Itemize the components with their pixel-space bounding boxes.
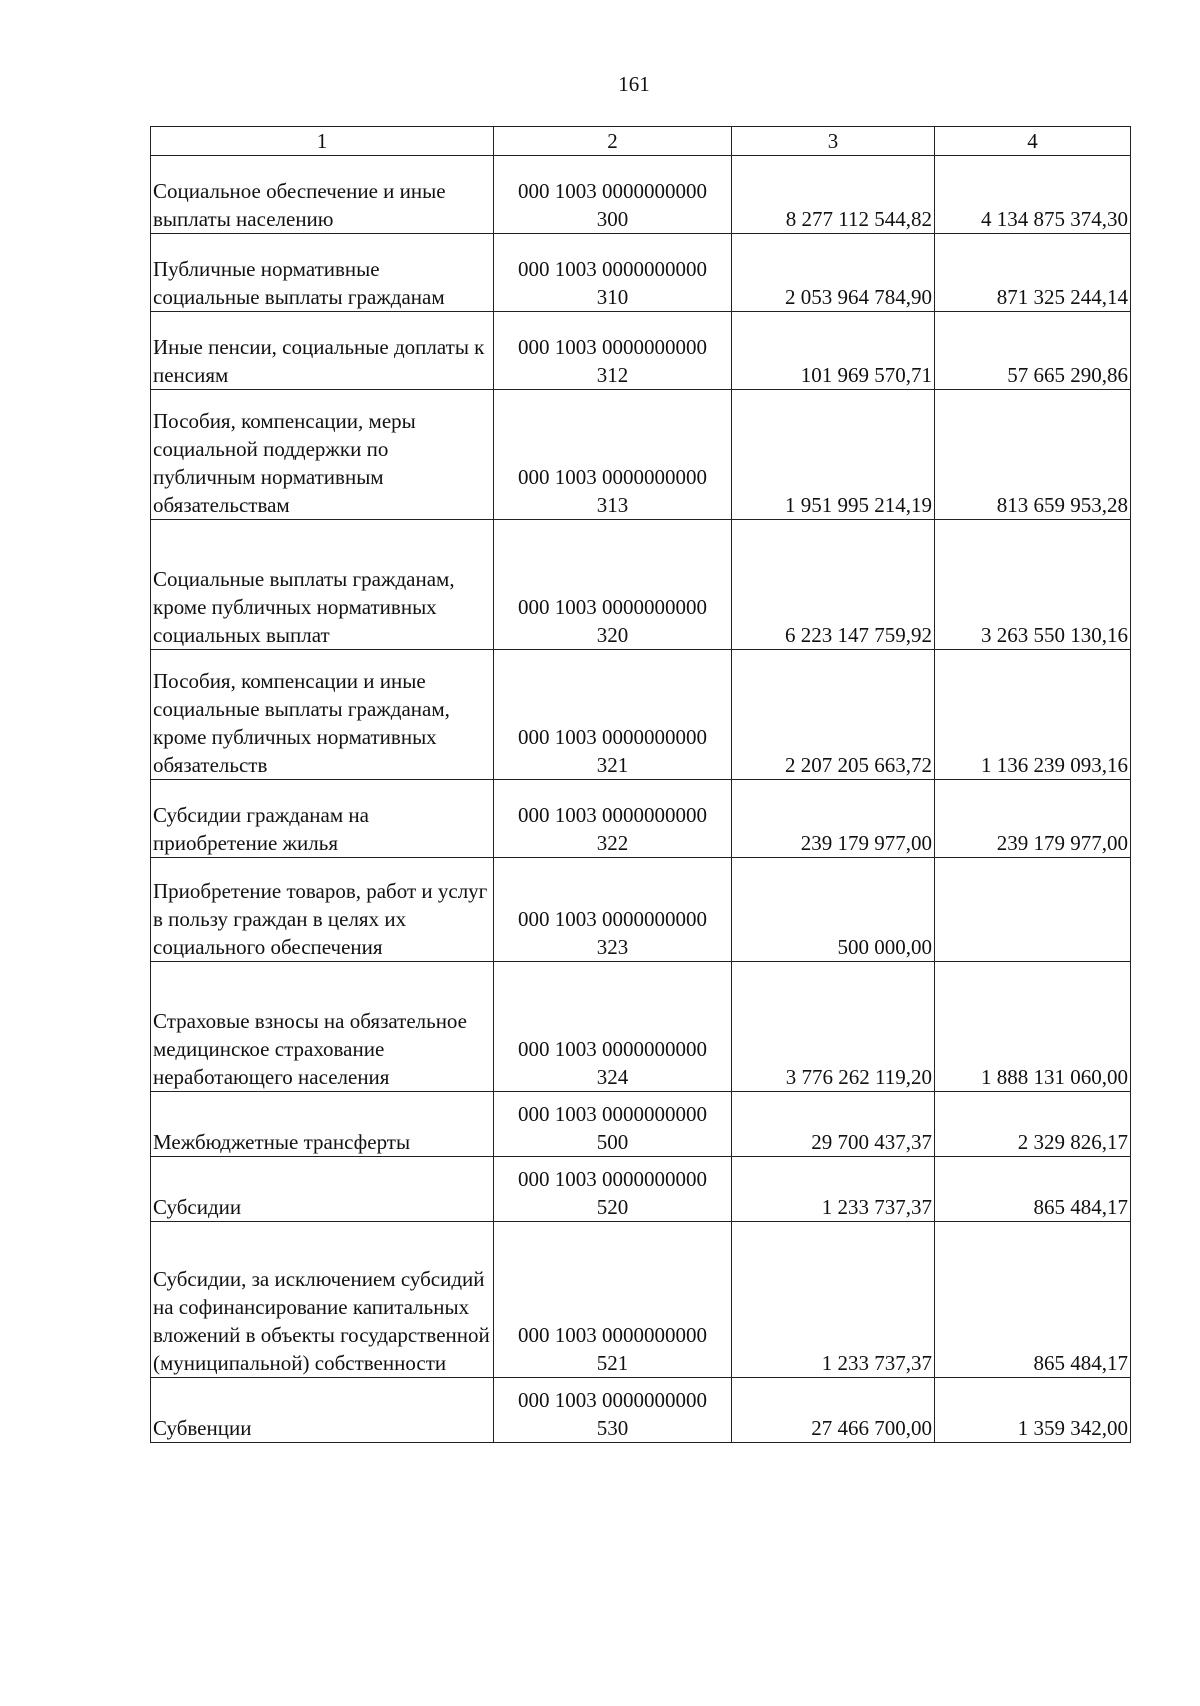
- row-code-line-2: 521: [596, 1351, 629, 1375]
- row-name-cell: Социальное обеспечение и иные выплаты населению: [151, 156, 494, 234]
- row-col4-cell: 4 134 875 374,30: [935, 156, 1131, 234]
- row-col4-cell: 1 359 342,00: [935, 1378, 1131, 1443]
- row-name-cell: Субсидии, за исключением субсидий на софинансирование капитальных вложений в объекты государственной (муниципальной) собственности: [151, 1222, 494, 1378]
- table-row: [151, 1092, 1131, 1157]
- row-code-cell: [494, 234, 732, 312]
- row-name-cell: Пособия, компенсации и иные социальные выплаты гражданам, кроме публичных нормативных обязательств: [151, 650, 494, 780]
- table-row: [151, 780, 1131, 858]
- row-code-line-2: 520: [596, 1195, 629, 1219]
- row-name-cell: Публичные нормативные социальные выплаты гражданам: [151, 234, 494, 312]
- row-code-line-2: 312: [596, 363, 629, 387]
- row-code-line-1: 000 1003 0000000000: [518, 179, 707, 203]
- table-row: [151, 1157, 1131, 1222]
- row-name-cell: Страховые взносы на обязательное медицинское страхование неработающего населения: [151, 962, 494, 1092]
- table-row: [151, 1378, 1131, 1443]
- row-code-line-1: 000 1003 0000000000: [518, 907, 707, 931]
- row-col4-cell: 865 484,17: [935, 1157, 1131, 1222]
- header-col-3: 3: [732, 127, 935, 156]
- row-col4-cell: 813 659 953,28: [935, 390, 1131, 520]
- row-code-cell: [494, 312, 732, 390]
- row-col3-cell: 2 207 205 663,72: [732, 650, 935, 780]
- table-row: [151, 962, 1131, 1092]
- row-code-cell: [494, 520, 732, 650]
- table-row: [151, 858, 1131, 962]
- table-row: [151, 390, 1131, 520]
- table-row: [151, 312, 1131, 390]
- row-code-cell: [494, 390, 732, 520]
- row-col4-cell: [935, 858, 1131, 962]
- row-col3-cell: 101 969 570,71: [732, 312, 935, 390]
- row-code-line-1: 000 1003 0000000000: [518, 1167, 707, 1191]
- table-body: [151, 156, 1131, 1443]
- row-name-cell: Субсидии гражданам на приобретение жилья: [151, 780, 494, 858]
- row-code-line-2: 320: [596, 623, 629, 647]
- row-code-line-1: 000 1003 0000000000: [518, 257, 707, 281]
- row-col4-cell: 57 665 290,86: [935, 312, 1131, 390]
- row-col3-cell: 1 233 737,37: [732, 1157, 935, 1222]
- row-code-line-2: 313: [596, 493, 629, 517]
- row-code-cell: [494, 1378, 732, 1443]
- row-code-line-2: 324: [596, 1065, 629, 1089]
- row-col3-cell: 500 000,00: [732, 858, 935, 962]
- row-code-cell: [494, 156, 732, 234]
- row-col4-cell: 3 263 550 130,16: [935, 520, 1131, 650]
- row-code-line-2: 300: [596, 207, 629, 231]
- row-code-cell: [494, 780, 732, 858]
- row-col3-cell: 239 179 977,00: [732, 780, 935, 858]
- row-name-cell: Субвенции: [151, 1378, 494, 1443]
- row-code-line-1: 000 1003 0000000000: [518, 725, 707, 749]
- row-name-cell: Социальные выплаты гражданам, кроме публичных нормативных социальных выплат: [151, 520, 494, 650]
- row-code-line-1: 000 1003 0000000000: [518, 1323, 707, 1347]
- row-col3-cell: 8 277 112 544,82: [732, 156, 935, 234]
- row-name-cell: Приобретение товаров, работ и услуг в пользу граждан в целях их социального обеспечения: [151, 858, 494, 962]
- row-col4-cell: 239 179 977,00: [935, 780, 1131, 858]
- row-code-cell: [494, 1157, 732, 1222]
- budget-table-container: [150, 126, 1130, 1443]
- table-row: [151, 650, 1131, 780]
- row-name-cell: Иные пенсии, социальные доплаты к пенсиям: [151, 312, 494, 390]
- table-row: [151, 520, 1131, 650]
- page-number: 161: [618, 72, 650, 96]
- row-col3-cell: 1 233 737,37: [732, 1222, 935, 1378]
- row-col4-cell: 865 484,17: [935, 1222, 1131, 1378]
- row-code-line-1: 000 1003 0000000000: [518, 1102, 707, 1126]
- row-col3-cell: 1 951 995 214,19: [732, 390, 935, 520]
- row-col3-cell: 3 776 262 119,20: [732, 962, 935, 1092]
- row-code-line-2: 321: [596, 753, 629, 777]
- row-code-cell: [494, 1092, 732, 1157]
- row-code-line-2: 310: [596, 285, 629, 309]
- row-code-line-2: 322: [596, 831, 629, 855]
- row-name-cell: Субсидии: [151, 1157, 494, 1222]
- row-code-line-1: 000 1003 0000000000: [518, 595, 707, 619]
- row-code-cell: [494, 650, 732, 780]
- row-name-cell: Межбюджетные трансферты: [151, 1092, 494, 1157]
- row-col3-cell: 2 053 964 784,90: [732, 234, 935, 312]
- row-col4-cell: 1 136 239 093,16: [935, 650, 1131, 780]
- row-code-line-2: 323: [596, 935, 629, 959]
- row-code-cell: [494, 1222, 732, 1378]
- table-row: [151, 156, 1131, 234]
- row-col3-cell: 6 223 147 759,92: [732, 520, 935, 650]
- row-code-line-1: 000 1003 0000000000: [518, 465, 707, 489]
- row-col4-cell: 1 888 131 060,00: [935, 962, 1131, 1092]
- header-col-2: 2: [494, 127, 732, 156]
- row-code-line-1: 000 1003 0000000000: [518, 1037, 707, 1061]
- table-row: [151, 1222, 1131, 1378]
- row-code-line-1: 000 1003 0000000000: [518, 1388, 707, 1412]
- row-code-line-1: 000 1003 0000000000: [518, 335, 707, 359]
- row-code-cell: [494, 962, 732, 1092]
- row-name-cell: Пособия, компенсации, меры социальной поддержки по публичным нормативным обязательствам: [151, 390, 494, 520]
- row-col3-cell: 27 466 700,00: [732, 1378, 935, 1443]
- row-code-cell: [494, 858, 732, 962]
- table-row: [151, 234, 1131, 312]
- row-code-line-1: 000 1003 0000000000: [518, 803, 707, 827]
- header-col-1: 1: [151, 127, 494, 156]
- row-col4-cell: 2 329 826,17: [935, 1092, 1131, 1157]
- header-row: [151, 127, 1131, 156]
- row-code-line-2: 500: [596, 1130, 629, 1154]
- row-col3-cell: 29 700 437,37: [732, 1092, 935, 1157]
- header-col-4: 4: [935, 127, 1131, 156]
- row-col4-cell: 871 325 244,14: [935, 234, 1131, 312]
- row-code-line-2: 530: [596, 1416, 629, 1440]
- budget-table: [150, 126, 1131, 1443]
